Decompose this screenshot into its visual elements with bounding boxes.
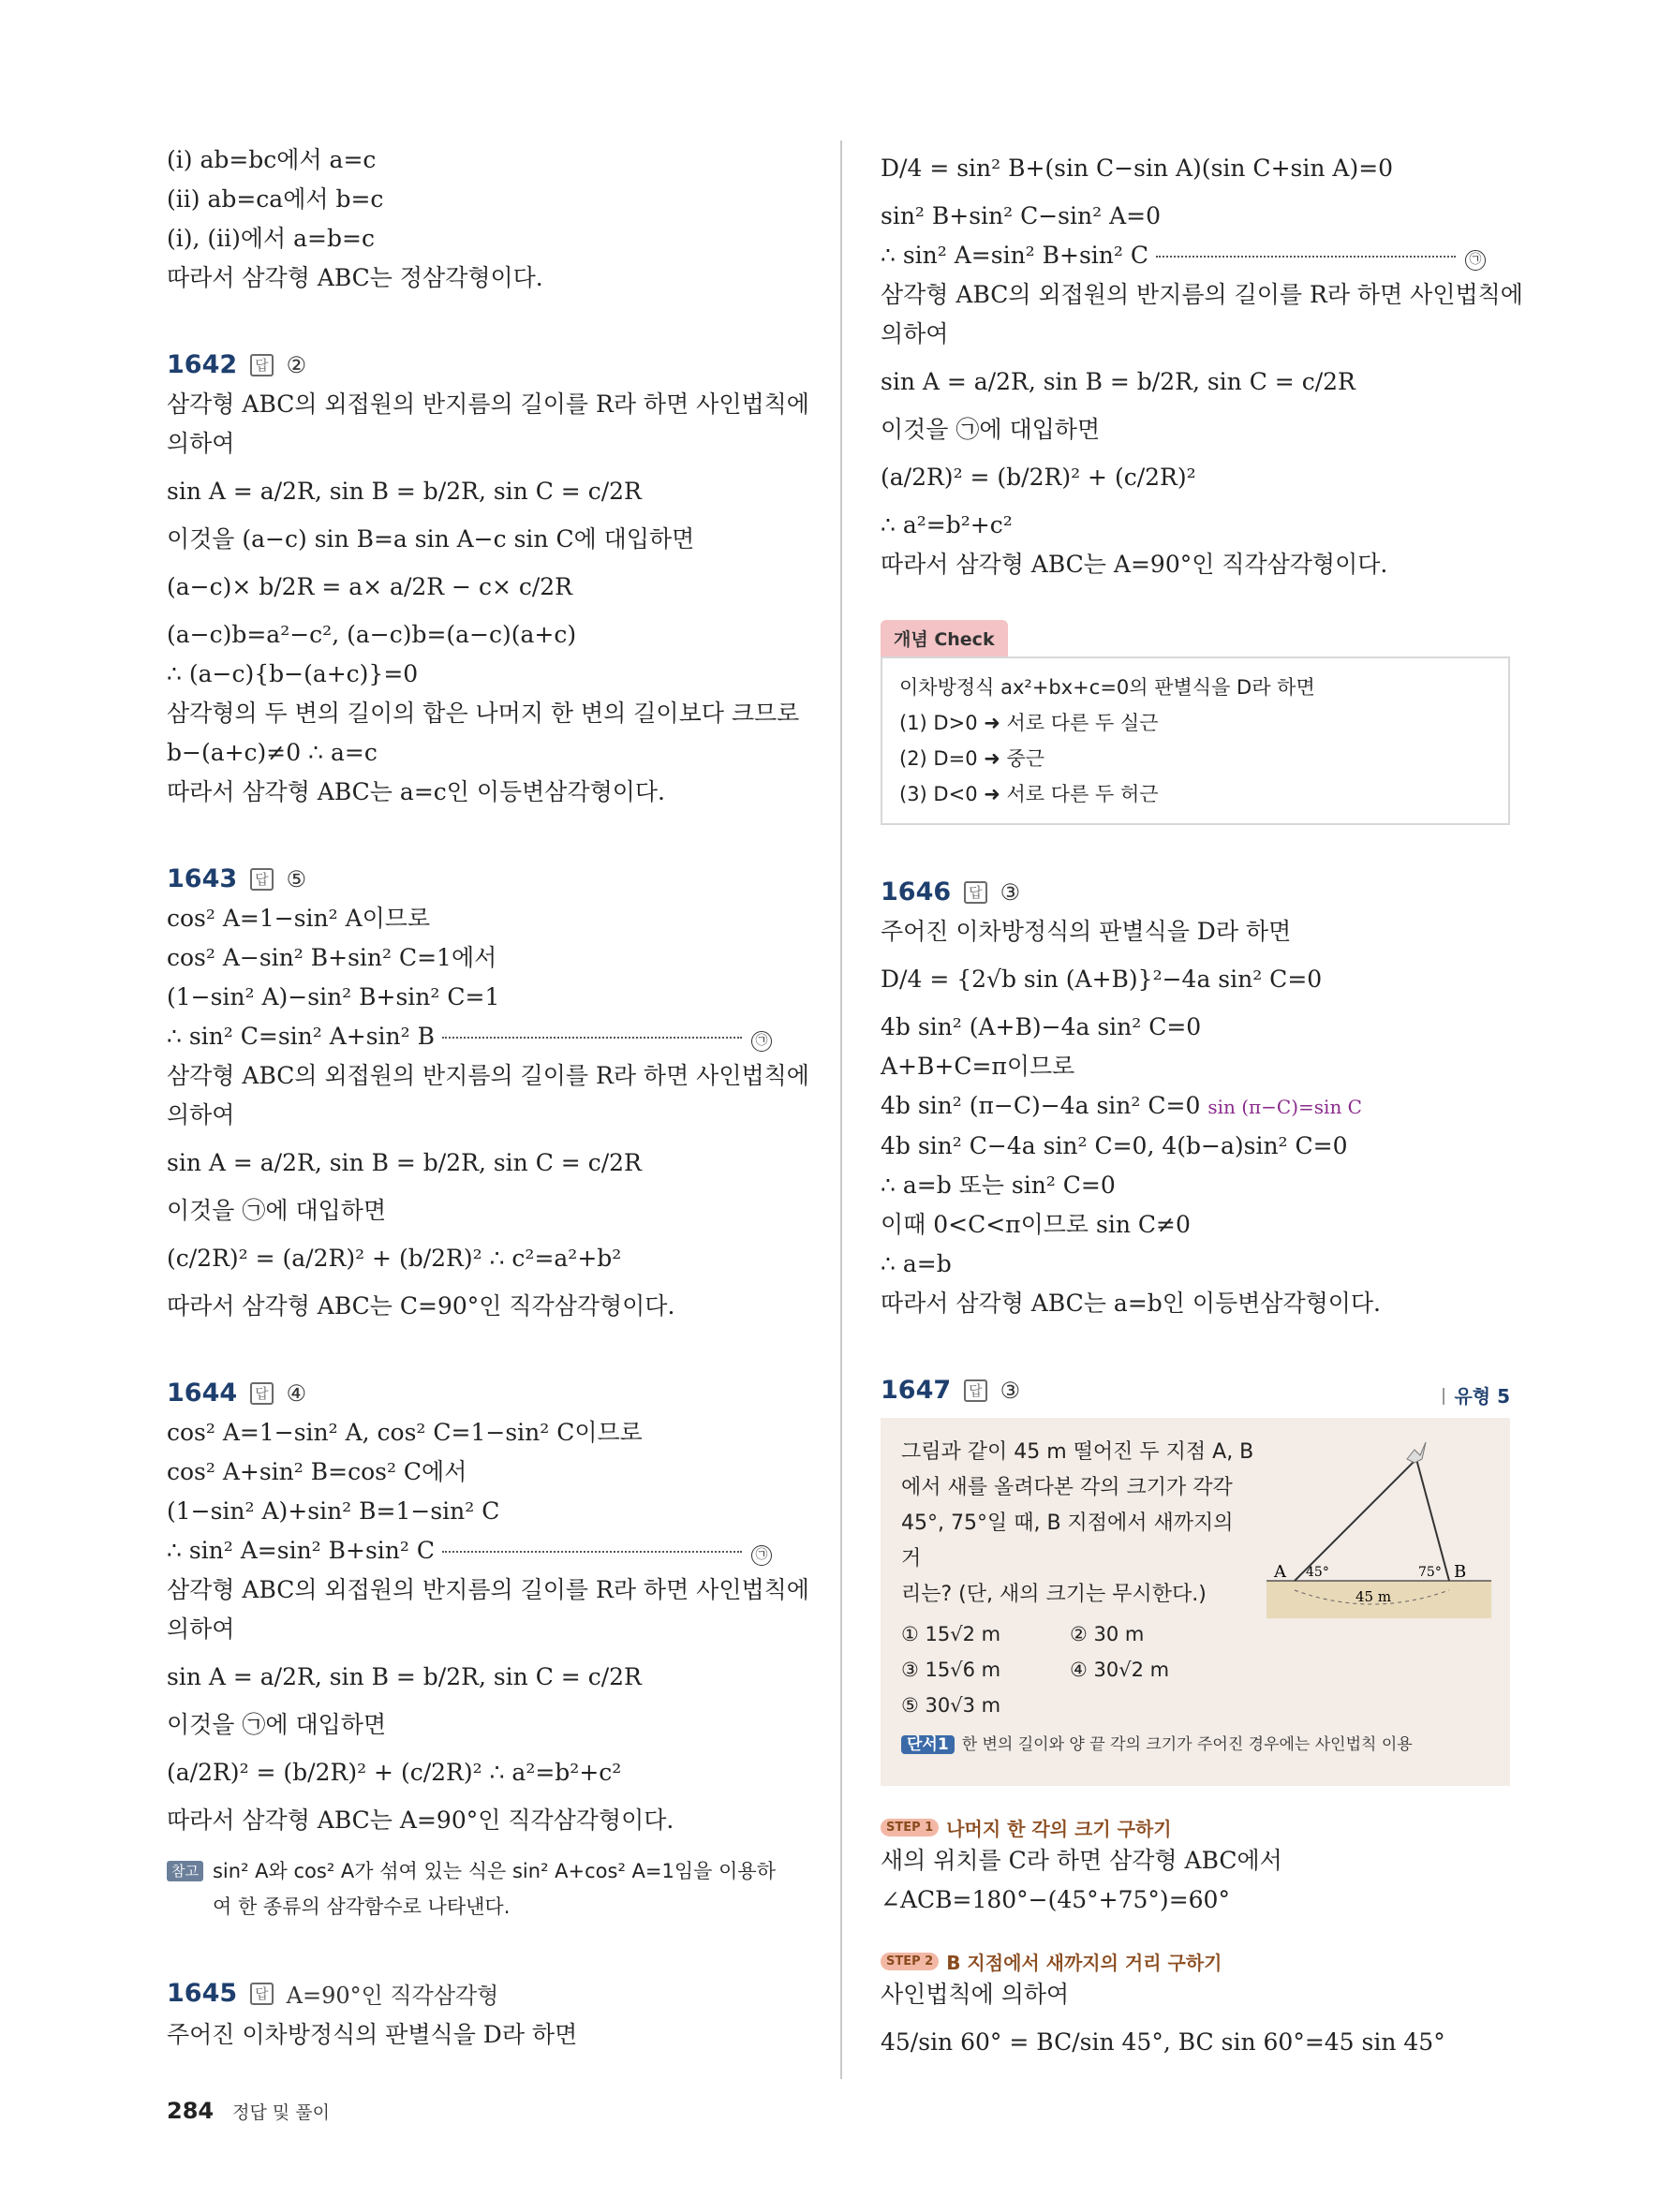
line: 따라서 삼각형 ABC는 정삼각형이다. (167, 264, 543, 291)
line: 4b sin² (A+B)−4a sin² C=0 (881, 1013, 1202, 1040)
problem-number: 1644 (167, 1379, 238, 1408)
formula: sin A = a/2R, sin B = b/2R, sin C = c/2R (167, 1149, 642, 1176)
answer: ⑤ (286, 865, 307, 892)
line: (1−sin² A)−sin² B+sin² C=1 (167, 983, 500, 1010)
line: A+B+C=π이므로 (881, 1053, 1075, 1080)
step-2-header (881, 1948, 1510, 1975)
check-line: 이차방정식 ax²+bx+c=0의 판별식을 D라 하면 (899, 676, 1315, 699)
step-title: B 지점에서 새까지의 거리 구하기 (946, 1952, 1222, 1974)
formula: D/4 = sin² B+(sin C−sin A)(sin C+sin A)=0 (881, 155, 1394, 182)
step-1-header (881, 1814, 1510, 1841)
line: 따라서 삼각형 ABC는 A=90°인 직각삼각형이다. (167, 1806, 674, 1834)
problem-header-1643 (167, 864, 804, 893)
problem-header-1645 (167, 1977, 804, 2010)
point-b-label: B (1454, 1562, 1467, 1582)
hint-line (901, 1731, 1489, 1754)
problem-number: 1643 (167, 864, 238, 893)
step-badge: STEP 1 (881, 1819, 939, 1836)
ref-mark: ㉠ (751, 1031, 772, 1052)
check-line: (1) D>0 ➜ 서로 다른 두 실근 (899, 712, 1159, 734)
note-line: sin² A와 cos² A가 섞여 있는 식은 sin² A+cos² A=1임을 이용하 (212, 1860, 776, 1882)
ref-mark: ㉠ (1465, 250, 1486, 271)
problem-header-1647 (881, 1376, 1510, 1408)
line (881, 236, 1510, 275)
base-length-label: 45 m (1355, 1588, 1392, 1605)
formula: sin A = a/2R, sin B = b/2R, sin C = c/2R (881, 368, 1355, 395)
type-tag: 유형 5 (1443, 1381, 1510, 1408)
question-text (901, 1435, 1257, 1613)
equation: ∴ sin² A=sin² B+sin² C (167, 1537, 435, 1564)
line: 삼각형 ABC의 외접원의 반지름의 길이를 R라 하면 사인법칙에 (167, 1576, 809, 1603)
equation: ∴ sin² A=sin² B+sin² C (881, 242, 1148, 269)
line: 주어진 이차방정식의 판별식을 D라 하면 (881, 918, 1292, 945)
line: (i), (ii)에서 a=b=c (167, 225, 375, 252)
question-line: 에서 새를 올려다본 각의 크기가 각각 (901, 1476, 1233, 1499)
line: 이것을 ㉠에 대입하면 (881, 416, 1101, 443)
step-title: 나머지 한 각의 크기 구하기 (946, 1818, 1172, 1840)
line: 삼각형 ABC의 외접원의 반지름의 길이를 R라 하면 사인법칙에 (167, 1062, 809, 1089)
line: 사인법칙에 의하여 (881, 1981, 1070, 2008)
answer-badge: 답 (250, 868, 274, 891)
concept-check-box (881, 620, 1510, 825)
answer-badge: 답 (250, 1983, 274, 2005)
right-column (881, 140, 1523, 2071)
concept-check-body (881, 656, 1510, 825)
choice-list (901, 1616, 1489, 1723)
hint-label: 단서1 (901, 1735, 955, 1754)
check-line: (3) D<0 ➜ 서로 다른 두 허근 (899, 783, 1159, 805)
problem-header-1646 (881, 877, 1510, 907)
line: cos² A=1−sin² A이므로 (167, 905, 431, 932)
formula: D/4 = {2√b sin (A+B)}²−4a sin² C=0 (881, 966, 1323, 993)
formula: 45/sin 60° = BC/sin 45°, BC sin 60°=45 sin 45° (881, 2028, 1445, 2056)
choice[interactable]: ④ 30√2 m (1070, 1659, 1170, 1681)
choice[interactable]: ③ 15√6 m (901, 1659, 1001, 1681)
line: ∴ a²=b²+c² (881, 511, 1013, 538)
leader-dots (1156, 256, 1456, 258)
formula: sin A = a/2R, sin B = b/2R, sin C = c/2R (167, 478, 642, 505)
formula: (a/2R)² = (b/2R)² + (c/2R)² (881, 464, 1196, 491)
triangle (1295, 1459, 1449, 1581)
question-line: 리는? (단, 새의 크기는 무시한다.) (901, 1583, 1207, 1606)
line: 의하여 (167, 1101, 235, 1128)
choice[interactable]: ① 15√2 m (901, 1623, 1001, 1645)
problem-number: 1645 (167, 1979, 238, 2008)
line: 의하여 (167, 1615, 235, 1643)
ref-mark: ㉠ (751, 1545, 772, 1566)
line: 이것을 ㉠에 대입하면 (167, 1711, 387, 1738)
answer: ② (286, 351, 307, 378)
choice[interactable]: ② 30 m (1070, 1623, 1145, 1645)
line: 의하여 (881, 320, 949, 347)
note-line: 여 한 종류의 삼각함수로 나타낸다. (212, 1895, 511, 1918)
line: 따라서 삼각형 ABC는 a=c인 이등변삼각형이다. (167, 778, 666, 805)
formula: (a/2R)² = (b/2R)² + (c/2R)² ∴ a²=b²+c² (167, 1759, 622, 1786)
angle-b-label: 75° (1418, 1565, 1442, 1580)
line: 이것을 (a−c) sin B=a sin A−c sin C에 대입하면 (167, 525, 695, 553)
line: 이것을 ㉠에 대입하면 (167, 1197, 387, 1224)
problem-number: 1647 (881, 1376, 952, 1405)
reference-note (167, 1853, 804, 1924)
answer: ③ (1000, 1377, 1021, 1404)
line: 삼각형 ABC의 외접원의 반지름의 길이를 R라 하면 사인법칙에 (167, 391, 809, 418)
answer-badge: 답 (250, 354, 274, 376)
line (881, 1086, 1510, 1127)
line: sin² B+sin² C−sin² A=0 (881, 202, 1161, 229)
answer: A=90°인 직각삼각형 (286, 1983, 499, 2009)
hint-text: 한 변의 길이와 양 끝 각의 크기가 주어진 경우에는 사인법칙 이용 (961, 1735, 1413, 1754)
question-line: 그림과 같이 45 m 떨어진 두 지점 A, B (901, 1440, 1254, 1464)
equation: ∴ sin² C=sin² A+sin² B (167, 1023, 435, 1050)
line: (a−c)b=a²−c², (a−c)b=(a−c)(a+c) (167, 621, 577, 648)
choice[interactable]: ⑤ 30√3 m (901, 1694, 1001, 1717)
line: cos² A−sin² B+sin² C=1에서 (167, 944, 497, 971)
line: (1−sin² A)+sin² B=1−sin² C (167, 1497, 500, 1525)
triangle-figure (1266, 1431, 1491, 1618)
line: 이때 0<C<π이므로 sin C≠0 (881, 1211, 1191, 1238)
line: (i) ab=bc에서 a=c (167, 146, 377, 173)
line: ∴ a=b (881, 1250, 952, 1277)
problem-number: 1642 (167, 350, 238, 379)
question-line: 45°, 75°일 때, B 지점에서 새까지의 거 (901, 1512, 1234, 1571)
check-line: (2) D=0 ➜ 중근 (899, 747, 1045, 770)
answer: ③ (1000, 878, 1021, 906)
line: 따라서 삼각형 ABC는 A=90°인 직각삼각형이다. (881, 551, 1388, 578)
problem-number: 1646 (881, 877, 952, 907)
line: cos² A=1−sin² A, cos² C=1−sin² C이므로 (167, 1419, 643, 1446)
column-divider (840, 140, 842, 2079)
side-note: sin (π−C)=sin C (1207, 1096, 1362, 1118)
point-a-label: A (1274, 1562, 1286, 1582)
line: 삼각형의 두 변의 길이의 합은 나머지 한 변의 길이보다 크므로 (167, 700, 800, 727)
line (167, 1531, 804, 1571)
leader-dots (442, 1037, 742, 1039)
line (167, 1017, 804, 1056)
line: 삼각형 ABC의 외접원의 반지름의 길이를 R라 하면 사인법칙에 (881, 281, 1523, 308)
concept-check-tab: 개념 Check (881, 620, 1008, 656)
answer: ④ (286, 1379, 307, 1407)
line: ∴ (a−c){b−(a+c)}=0 (167, 660, 419, 687)
note-text (213, 1853, 776, 1924)
line: ∠ACB=180°−(45°+75°)=60° (881, 1886, 1230, 1913)
answer-badge: 답 (964, 1379, 987, 1402)
line: 4b sin² C−4a sin² C=0, 4(b−a)sin² C=0 (881, 1132, 1348, 1159)
line: 주어진 이차방정식의 판별식을 D라 하면 (167, 2021, 578, 2048)
formula: (a−c)× b/2R = a× a/2R − c× c/2R (167, 573, 572, 600)
angle-a-label: 45° (1306, 1565, 1329, 1580)
problem-header-1642 (167, 350, 804, 379)
problem-header-1644 (167, 1379, 804, 1408)
line: 따라서 삼각형 ABC는 a=b인 이등변삼각형이다. (881, 1290, 1382, 1317)
answer-badge: 답 (250, 1382, 274, 1405)
formula: sin A = a/2R, sin B = b/2R, sin C = c/2R (167, 1663, 642, 1690)
problem-box (881, 1418, 1510, 1786)
page-number: 284 (167, 2098, 215, 2124)
line: ∴ a=b 또는 sin² C=0 (881, 1172, 1116, 1199)
line: b−(a+c)≠0 ∴ a=c (167, 739, 378, 766)
line: 의하여 (167, 430, 235, 457)
leader-dots (442, 1551, 742, 1553)
left-column (167, 140, 809, 2055)
line: 새의 위치를 C라 하면 삼각형 ABC에서 (881, 1847, 1282, 1874)
line: (ii) ab=ca에서 b=c (167, 185, 384, 213)
equation: 4b sin² (π−C)−4a sin² C=0 (881, 1092, 1201, 1119)
answer-badge: 답 (964, 881, 987, 904)
bird-icon (1407, 1442, 1426, 1463)
line: 따라서 삼각형 ABC는 C=90°인 직각삼각형이다. (167, 1292, 675, 1320)
footer-label: 정답 및 풀이 (232, 2102, 330, 2123)
note-label: 참고 (167, 1861, 203, 1881)
formula: (c/2R)² = (a/2R)² + (b/2R)² ∴ c²=a²+b² (167, 1245, 622, 1272)
line: cos² A+sin² B=cos² C에서 (167, 1458, 467, 1485)
step-badge: STEP 2 (881, 1953, 939, 1970)
page-footer (167, 2098, 330, 2124)
